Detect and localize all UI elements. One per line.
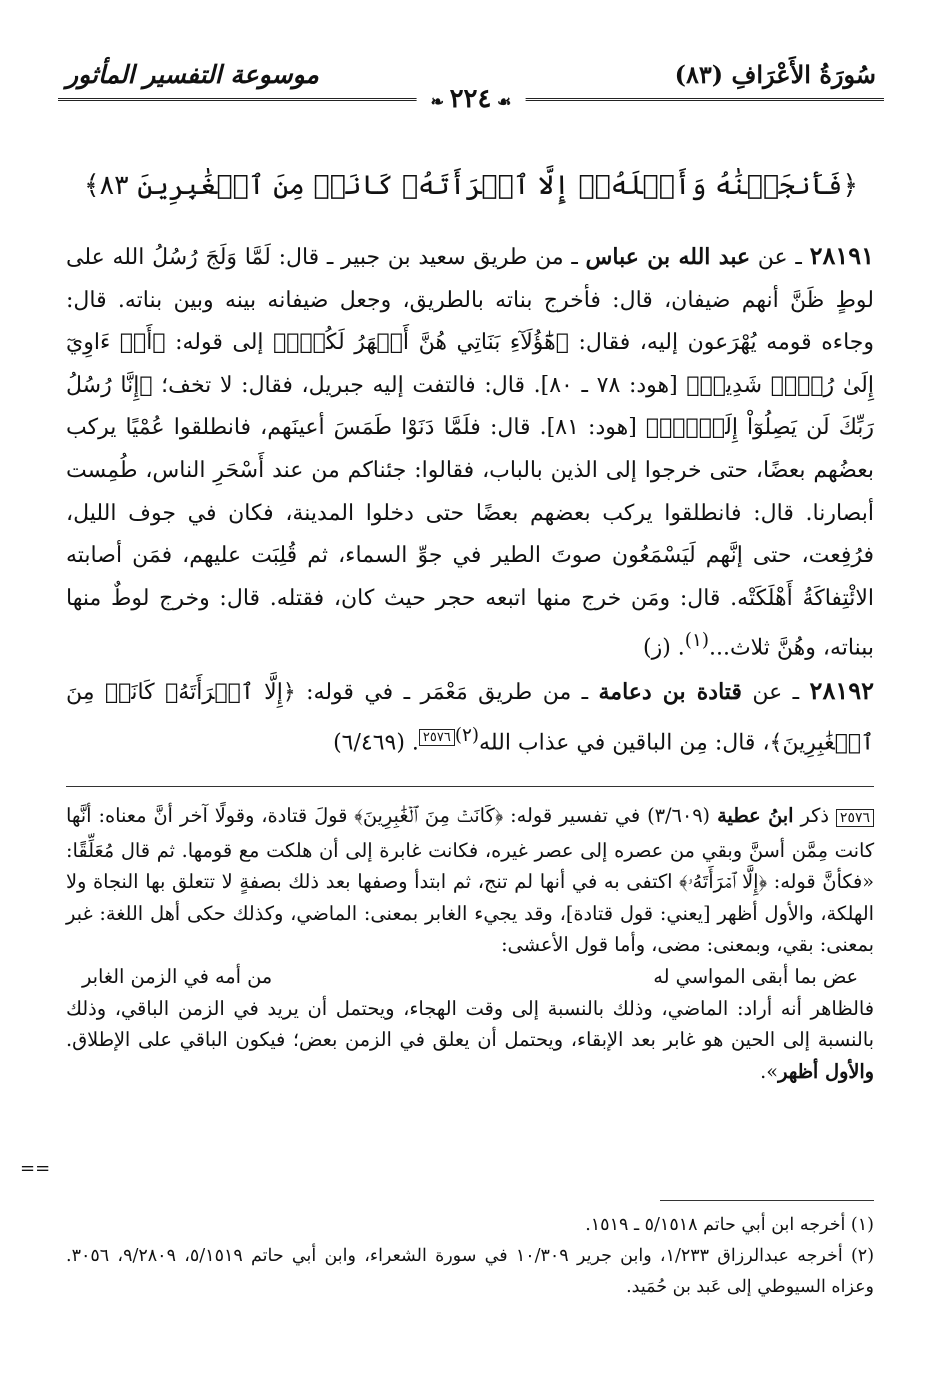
commentary-continuation: فالظاهر أنه أراد: الماضي، وذلك بالنسبة إلى وقت الهجاء، ويحتمل أن يريد في الزمن الباقي، وذلك بالنسبة إلى الحين هو غابر بعد الإبقاء، ويحتمل أن يعلق في الزمن بعض؛ فيكون الباقي على الإطلاق. <box>66 996 874 1052</box>
entry-tail: . (٦/٤٦٩) <box>333 730 419 756</box>
entry-text: ـ من طريق مَعْمَر ـ في قوله: ﴿إِلَّا ٱمۡرَأَتَهُۥ كَانَتۡ مِنَ ٱلۡغَٰبِرِينَ﴾، قال: مِن الباقين في عذاب الله <box>66 680 874 756</box>
commentary-author: ابنُ عطية <box>717 804 794 827</box>
hadith-entry: ٢٨١٩٢ ـ عن قتادة بن دعامة ـ من طريق مَعْمَر ـ في قوله: ﴿إِلَّا ٱمۡرَأَتَهُۥ كَانَتۡ مِنَ ٱلۡغَٰبِرِينَ﴾، قال: مِن الباقين في عذاب الله$^{(٢)٢٥٧٦}$. (٦/٤٦٩) <box>66 676 874 756</box>
footnote-1: (١) أخرجه ابن أبي حاتم ٥/١٥١٨ ـ ١٥١٩. <box>585 1215 874 1235</box>
continuation-mark: == <box>20 1158 51 1179</box>
footnote-ref[interactable]: (٢) <box>454 724 480 746</box>
entry-text: ـ من طريق سعيد بن جبير ـ قال: لَمَّا وَلَجَ رُسُلُ الله على لوطٍ ظَنَّ أنهم ضيفان، قال: فأخرج بناته بالطريق، وجعل ضيفانه بينه وبين بناته. قال: وجاءه قومه يُهْرَعون إليه، فقال: ﴿هَٰٓؤُلَآءِ بَنَاتِي هُنَّ أَطۡهَرُ لَكُمۡۖ﴾ إلى قوله: ﴿أَوۡ ءَاوِيٓ إِلَىٰ رُكۡنٖ شَدِيدٖ﴾ [هود: ٧٨ ـ ٨٠]. قال: فالتفت إليه جبريل، فقال: لا تخف؛ ﴿إِنَّا رُسُلُ رَبِّكَ لَن يَصِلُوٓاْ إِلَيۡكَۖ﴾ [هود: ٨١]. قال: فلَمَّا دَنَوْا طَمَسَ أعينَهم، فانطلقوا عُمْيًا يركب بعضُهم بعضًا، حتى خرجوا إلى الذين بالباب، فقالوا: جئناكم من عند أَسْحَرِ الناس، طُمِست أبصارنا. قال: فانطلقوا يركب بعضهم بعضًا حتى دخلوا المدينة، فكان في جوف الليل، فرُفِعت، حتى إنَّهم لَيَسْمَعُون صوتَ الطير في جوِّ السماء، ثم قُلِبَت عليهم، فمَن أصابته الائْتِفاكَةُ أَهْلَكَتْه. قال: ومَن خرج منها اتبعه حجر حيث كان، فقتله. قال: وخرج لوطٌ منها ببناته، وهُنَّ ثلاث... <box>66 245 874 661</box>
hadith-entry: ٢٨١٩١ ـ عن عبد الله بن عباس ـ من طريق سعيد بن جبير ـ قال: لَمَّا وَلَجَ رُسُلُ الله على لوطٍ ظَنَّ أنهم ضيفان، قال: فأخرج بناته بالطريق، وجعل ضيفانه بينه وبين بناته. قال: وجاءه قومه يُهْرَعون إليه، فقال: ﴿هَٰٓؤُلَآءِ بَنَاتِي هُنَّ أَطۡهَرُ لَكُمۡۖ﴾ إلى قوله: ﴿أَوۡ ءَاوِيٓ إِلَىٰ رُكۡنٖ شَدِيدٖ﴾ [هود: ٧٨ ـ ٨٠]. قال: فالتفت إليه جبريل، فقال: لا تخف؛ ﴿إِنَّا رُسُلُ رَبِّكَ لَن يَصِلُوٓاْ إِلَيۡكَۖ﴾ [هود: ٨١]. قال: فلَمَّا دَنَوْا طَمَسَ أعينَهم، فانطلقوا عُمْيًا يركب بعضُهم بعضًا، حتى خرجوا إلى الذين بالباب، فقالوا: جئناكم من عند أَسْحَرِ الناس، طُمِست أبصارنا. قال: فانطلقوا يركب بعضهم بعضًا حتى دخلوا المدينة، فكان في جوف الليل، فرُفِعت، حتى إنَّهم لَيَسْمَعُون صوتَ الطير في جوِّ السماء، ثم قُلِبَت عليهم، فمَن أصابته الائْتِفاكَةُ أَهْلَكَتْه. قال: ومَن خرج منها اتبعه حجر حيث كان، فقتله. قال: وخرج لوطٌ منها ببناته، وهُنَّ ثلاث...$^{(١)}$. (ز) <box>66 241 875 661</box>
footnote-rule <box>660 1200 874 1201</box>
entry-source: عبد الله بن عباس <box>585 244 751 270</box>
poem-first-hemistich: عض بما أبقى المواسي له <box>653 964 858 988</box>
book-title: موسوعة التفسير المأثور <box>66 60 319 89</box>
commentary-ref[interactable]: ٢٥٧٦ <box>419 729 455 746</box>
main-text <box>66 235 874 765</box>
section-divider <box>66 786 874 787</box>
footnotes <box>66 1210 874 1303</box>
footnote-ref[interactable]: (١) <box>684 630 709 652</box>
entry-source: قتادة بن دعامة <box>598 679 742 706</box>
surah-title: سُورَةُ الأَعْرَافِ (٨٣) <box>674 60 876 89</box>
footnote-2: (٢) أخرجه عبدالرزاق ١/٢٣٣، وابن جرير ١٠/٣٠٩ في سورة الشعراء، وابن أبي حاتم ٥/١٥١٩، ٩/٢٨٠٩، ٣٠٥٦. وعزاه السيوطي إلى عَبد بن حُمَيد. <box>66 1246 875 1297</box>
entry-tail: . (ز) <box>643 635 685 661</box>
page-number: ❧ ٢٢٤ ☙ <box>417 84 526 114</box>
commentary-conclusion: والأول أظهر <box>778 1059 874 1083</box>
entry-number: ٢٨١٩١ <box>809 241 875 270</box>
entry-number: ٢٨١٩٢ <box>809 676 874 706</box>
poetry-verse <box>66 961 874 993</box>
ornament-icon: ☙ <box>491 92 512 111</box>
ornament-icon: ❧ <box>430 92 450 111</box>
commentary-text: (٣/٦٠٩) في تفسير قوله: ﴿كَانَتۡ مِنَ ٱلۡغَٰبِرِينَ﴾ قولَ قتادة، وقولًا آخر أنَّ معناه: أنَّها كانت مِمَّن أسنَّ وبقي من عصره إلى عصر غيره، فكانت غابرة إلى أن هلكت مع قومها. ثم قال مُعَلِّقًا: «فكأنَّ قوله: ﴿إِلَّا ٱمۡرَأَتَهُۥ﴾ اكتفى به في أنها لم تنج، ثم ابتدأ وصفها بعد ذلك بصفةٍ لا تتعلق بها النجاة ولا الهلكة، والأول أظهر [يعني: قول قتادة]، وقد يجيء الغابر بمعنى: الماضي، وكذلك حكى أهل اللغة: غبر بمعنى: بقي، وبمعنى: مضى، وأما قول الأعشى: <box>66 804 874 957</box>
commentary-note: ٢٥٧٦ ذكر ابنُ عطية (٣/٦٠٩) في تفسير قوله: ﴿كَانَتۡ مِنَ ٱلۡغَٰبِرِينَ﴾ قولَ قتادة، وقولًا آخر أنَّ معناه: أنَّها كانت مِمَّن أسنَّ وبقي من عصره إلى عصر غيره، فكانت غابرة إلى أن هلكت مع قومها. ثم قال مُعَلِّقًا: «فكأنَّ قوله: ﴿إِلَّا ٱمۡرَأَتَهُۥ﴾ اكتفى به في أنها لم تنج، ثم ابتدأ وصفها بعد ذلك بصفةٍ لا تتعلق بها النجاة ولا الهلكة، والأول أظهر [يعني: قول قتادة]، وقد يجيء الغابر بمعنى: الماضي، وكذلك حكى أهل اللغة: غبر بمعنى: بقي، وبمعنى: مضى، وأما قول الأعشى: عض بما أبقى المواسي له من أمه في الزمن الغابر فالظاهر أنه أراد: الماضي، وذلك بالنسبة إلى وقت الهجاء، ويحتمل أن يريد في الزمن الباقي، وذلك بالنسبة إلى الحين هو غابر بعد الإبقاء، ويحتمل أن يعلق في الزمن بعض؛ فيكون الباقي على الإطلاق. والأول أظهر». <box>66 804 874 1083</box>
quran-verse: ﴿فَأَنجَيۡنَٰهُ وَأَهۡلَهُۥٓ إِلَّا ٱمۡرَأَتَهُۥ كَانَتۡ مِنَ ٱلۡغَٰبِرِينَ ٨٣﴾ <box>83 170 859 201</box>
commentary-number: ٢٥٧٦ <box>836 809 874 827</box>
poem-second-hemistich: من أمه في الزمن الغابر <box>82 964 273 988</box>
